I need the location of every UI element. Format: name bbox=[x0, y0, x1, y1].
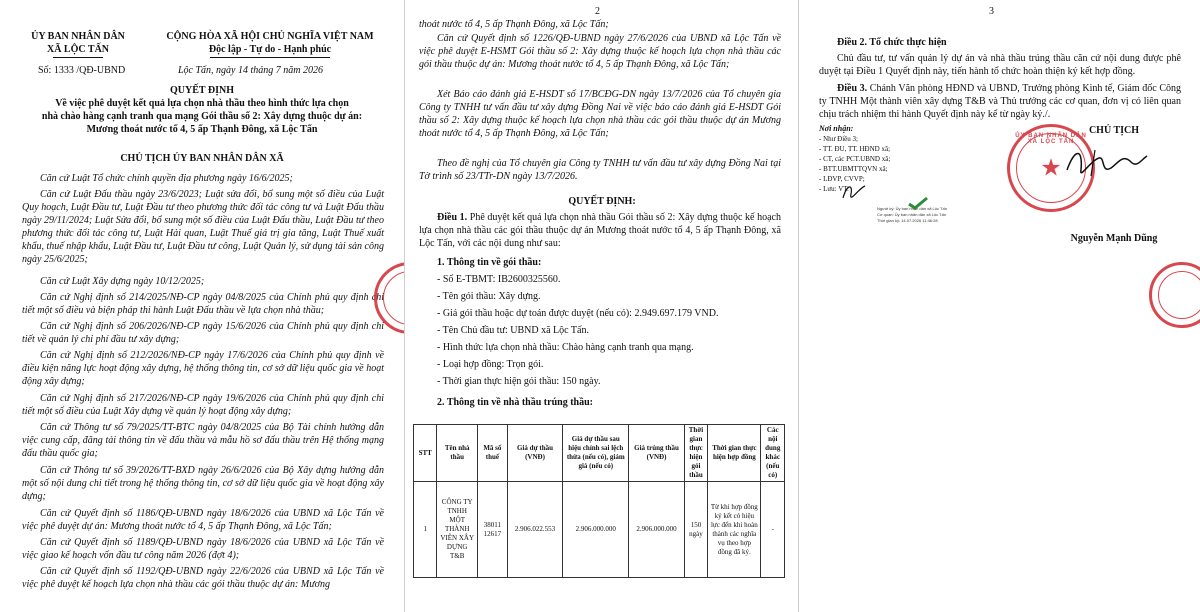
article-1 bbox=[419, 211, 781, 250]
document-page-1 bbox=[0, 0, 404, 612]
bid-info-item: - Số E-TBMT: IB2600325560. bbox=[437, 274, 561, 285]
winning-bidder-table bbox=[413, 424, 785, 578]
col-header-contract-duration: Thời gian thực hiện hợp đồng bbox=[708, 425, 761, 482]
recipient-item: - TT. ĐU, TT. HĐND xã; bbox=[819, 145, 891, 153]
legal-basis-4: Căn cứ Nghị định số 214/2025/NĐ-CP ngày 04/8/2025 của Chính phủ quy định chi tiết một số điều và biện pháp thi hành Luật Đấu thầu về lựa chọn nhà thầu; bbox=[22, 292, 384, 316]
cell-contract-duration: Từ khi hợp đồng ký kết có hiệu lực đến khi hoàn thành các nghĩa vụ theo hợp đồng đã ký. bbox=[708, 482, 761, 578]
bid-info-item: - Giá gói thầu hoặc dự toán được duyệt (nếu có): 2.949.697.179 VND. bbox=[437, 308, 719, 319]
cell-stt: 1 bbox=[414, 482, 437, 578]
seal-star-icon: ★ bbox=[1040, 155, 1062, 182]
digital-sig-line: Người ký: Ủy ban nhân dân xã Lộc Tấn bbox=[877, 206, 947, 211]
col-header-stt: STT bbox=[414, 425, 437, 482]
cell-package-duration: 150 ngày bbox=[684, 482, 707, 578]
legal-basis-9: Căn cứ Thông tư số 39/2026/TT-BXD ngày 26/6/2026 của Bộ Xây dựng hướng dẫn một số nội dung chi tiết trong hệ thống thông tin, cơ sở dữ liệu quốc gia về hoạt động xây dựng; bbox=[22, 465, 384, 502]
cell-other: - bbox=[761, 482, 785, 578]
bid-info-item: - Tên gói thầu: Xây dựng. bbox=[437, 291, 541, 302]
recipient-item: - BTT.UBMTTQVN xã; bbox=[819, 165, 888, 173]
national-motto: Độc lập - Tự do - Hạnh phúc bbox=[208, 44, 332, 55]
issuing-agency bbox=[18, 30, 138, 58]
subject-line-3: Mương thoát nước tổ 4, 5 ấp Thạnh Đông, xã Lộc Tấn bbox=[86, 124, 318, 135]
decision-title: QUYẾT ĐỊNH bbox=[170, 85, 234, 96]
cell-bidder: CÔNG TY TNHH MỘT THÀNH VIÊN XÂY DỰNG T&B bbox=[437, 482, 478, 578]
initial-mark bbox=[839, 180, 869, 204]
article-3 bbox=[819, 82, 1181, 121]
legal-basis-5: Căn cứ Nghị định số 206/2026/NĐ-CP ngày 15/6/2026 của Chính phủ quy định chi tiết về quản lý chi phí đầu tư xây dựng; bbox=[22, 321, 384, 345]
legal-basis-10: Căn cứ Quyết định số 1186/QĐ-UBND ngày 18/6/2026 của UBND xã Lộc Tấn về việc phê duyệt dự án: Mương thoát nước tổ 4, 5 ấp Thạnh Đông, xã Lộc Tấn; bbox=[22, 508, 384, 532]
table-row bbox=[414, 482, 785, 578]
recipient-item: - Lưu: VT. bbox=[819, 185, 849, 193]
cell-tax-code: 38011 12617 bbox=[477, 482, 507, 578]
legal-basis-12: Căn cứ Quyết định số 1192/QĐ-UBND ngày 22/6/2026 của UBND xã Lộc Tấn về việc phê duyệt kế hoạch lựa chọn nhà thầu các gói thầu thuộc dự án: Mương bbox=[22, 566, 384, 590]
legal-basis-14: Xét Báo cáo đánh giá E-HSDT số 17/BCĐG-DN ngày 13/7/2026 của Tổ chuyên gia Công ty TNHH tư vấn đầu tư xây dựng Đồng Nai về việc báo cáo đánh giá E-HSDT Gói thầu số 2: Xây dựng thuộc kế hoạch lựa chọn nhà thầu các gói thầu thuộc dự án Mương thoát nước tổ 4, 5 ấp Thạnh Đông, xã Lộc Tấn; bbox=[419, 89, 781, 139]
subject-line-1: Về việc phê duyệt kết quả lựa chọn nhà thầu theo hình thức lựa chọn bbox=[55, 98, 349, 109]
cell-bid-price: 2.906.022.553 bbox=[507, 482, 562, 578]
legal-basis-13: Căn cứ Quyết định số 1226/QĐ-UBND ngày 27/6/2026 của UBND xã Lộc Tấn về việc phê duyệt E-HSMT Gói thầu số 2: Xây dựng thuộc kế hoạch lựa chọn nhà thầu các gói thầu thuộc dự án: Mương thoát nước tổ 4, 5 ấp Thạnh Đông, xã Lộc Tấn; bbox=[419, 33, 781, 70]
page-number: 3 bbox=[989, 6, 994, 17]
legal-basis-15: Theo đề nghị của Tổ chuyên gia Công ty TNHH tư vấn đầu tư xây dựng Đồng Nai tại Tờ trình số 23/TTr-DN ngày 13/7/2026. bbox=[419, 158, 781, 182]
legal-basis-6: Căn cứ Nghị định số 212/2026/NĐ-CP ngày 17/6/2026 của Chính phủ quy định về điều kiện năng lực hoạt động xây dựng, hệ thống thông tin, cơ sở dữ liệu quốc gia về hoạt động xây dựng; bbox=[22, 350, 384, 387]
recipients-title: Nơi nhận: bbox=[819, 124, 854, 133]
issue-date: Lộc Tấn, ngày 14 tháng 7 năm 2026 bbox=[178, 65, 323, 76]
legal-basis-continued: thoát nước tổ 4, 5 ấp Thạnh Đông, xã Lộc Tấn; bbox=[419, 19, 609, 30]
agency-underline bbox=[53, 57, 103, 58]
page-number: 2 bbox=[595, 6, 600, 17]
issuing-authority: CHỦ TỊCH ỦY BAN NHÂN DÂN XÃ bbox=[120, 153, 284, 164]
digital-check-icon bbox=[907, 196, 929, 210]
agency-line-2: XÃ LỘC TẤN bbox=[46, 44, 110, 55]
digital-sig-line: Cơ quan: Ủy ban nhân dân xã Lộc Tấn bbox=[877, 212, 947, 217]
bid-info-item: - Tên Chủ đầu tư: UBND xã Lộc Tấn. bbox=[437, 325, 589, 336]
article-3-text: Chánh Văn phòng HĐND và UBND, Trưởng phòng Kinh tế, Giám đốc Công ty TNHH Một thành viên xây dựng T&B và Thủ trưởng các cơ quan, đơn vị có liên quan chịu trách nhiệm thi hành Quyết định này kể từ ngày ký./. bbox=[819, 83, 1182, 120]
cell-winning-price: 2.906.000.000 bbox=[629, 482, 684, 578]
bid-info-item: - Hình thức lựa chọn nhà thầu: Chào hàng cạnh tranh qua mạng. bbox=[437, 342, 694, 353]
legal-basis-2: Căn cứ Luật Đấu thầu ngày 23/6/2023; Luật sửa đổi, bổ sung một số điều của Luật Quy hoạch, Luật Đầu tư, Luật Đầu tư theo phương thức đối tác công tư và Luật Đấu thầu ngày 29/11/2024; Luật Sửa đổi, bổ sung một số điều của Luật Đấu thầu, Luật Đầu tư theo phương thức đối tác công tư, Luật Hải quan, Luật Thuế giá trị gia tăng, Luật Thuế xuất khẩu, thuế nhập khẩu, Luật Đầu tư, Luật Đầu tư công, Luật Quản lý, sử dụng tài sản công ngày 25/6/2025; bbox=[22, 189, 384, 265]
bid-info-item: - Loại hợp đồng: Trọn gói. bbox=[437, 359, 544, 370]
col-header-winning-price: Giá trúng thầu (VNĐ) bbox=[629, 425, 684, 482]
republic-name: CỘNG HÒA XÃ HỘI CHỦ NGHĨA VIỆT NAM bbox=[166, 31, 374, 42]
handwritten-signature bbox=[1061, 140, 1151, 190]
signer-title: CHỦ TỊCH bbox=[1088, 125, 1140, 136]
decision-subject bbox=[0, 97, 404, 136]
section-2-title: 2. Thông tin về nhà thầu trúng thầu: bbox=[437, 397, 593, 408]
decision-heading: QUYẾT ĐỊNH: bbox=[568, 196, 636, 207]
document-page-2 bbox=[404, 0, 798, 612]
doc-number: Số: 1333 /QĐ-UBND bbox=[38, 65, 126, 76]
legal-basis-1: Căn cứ Luật Tổ chức chính quyền địa phương ngày 16/6/2025; bbox=[40, 173, 293, 184]
article-2-heading bbox=[837, 36, 1177, 49]
col-header-other: Các nội dung khác (nếu có) bbox=[761, 425, 785, 482]
agency-line-1: ỦY BAN NHÂN DÂN bbox=[31, 31, 125, 42]
col-header-adjusted-price: Giá dự thầu sau hiệu chỉnh sai lệch thừa (nếu có), giảm giá (nếu có) bbox=[563, 425, 629, 482]
col-header-bidder: Tên nhà thầu bbox=[437, 425, 478, 482]
seal-text: ỦY BAN NHÂN DÂN XÃ LỘC TẤN bbox=[1015, 133, 1087, 145]
bid-info-list bbox=[437, 273, 787, 392]
subject-line-2: nhà chào hàng cạnh tranh qua mạng Gói thầu số 2: Xây dựng thuộc dự án: bbox=[41, 111, 363, 122]
seal-inner-ring bbox=[1158, 271, 1200, 319]
seal-inner-ring bbox=[383, 271, 404, 325]
digital-sig-line: Thời gian ký: 14.07.2026 11:46:28 bbox=[877, 218, 938, 223]
recipient-item: - Như Điều 3; bbox=[819, 135, 858, 143]
section-1-title: 1. Thông tin về gói thầu: bbox=[437, 257, 542, 268]
legal-basis-8: Căn cứ Thông tư số 79/2025/TT-BTC ngày 04/8/2025 của Bộ Tài chính hướng dẫn việc cung cấp, đăng tải thông tin về đấu thầu và mẫu hồ sơ đấu thầu trên Hệ thống mạng đấu thầu quốc gia; bbox=[22, 422, 384, 459]
article-2-label: Điều 2. bbox=[837, 37, 867, 48]
document-page-3 bbox=[798, 0, 1200, 612]
legal-basis-3: Căn cứ Luật Xây dựng ngày 10/12/2025; bbox=[40, 276, 205, 287]
bid-info-item: - Thời gian thực hiện gói thầu: 150 ngày. bbox=[437, 376, 601, 387]
signer-name: Nguyễn Mạnh Dũng bbox=[1070, 233, 1158, 244]
col-header-tax-code: Mã số thuế bbox=[477, 425, 507, 482]
cell-adjusted-price: 2.906.000.000 bbox=[563, 482, 629, 578]
article-1-label: Điều 1. bbox=[437, 212, 468, 223]
recipient-item: - CT, các PCT.UBND xã; bbox=[819, 155, 891, 163]
col-header-package-duration: Thời gian thực hiện gói thầu bbox=[684, 425, 707, 482]
national-header bbox=[150, 30, 390, 58]
recipient-item: - LĐVP, CVVP; bbox=[819, 175, 865, 183]
article-2-title: Tổ chức thực hiện bbox=[867, 37, 947, 48]
motto-underline bbox=[210, 57, 330, 58]
legal-basis-7: Căn cứ Nghị định số 217/2026/NĐ-CP ngày 19/6/2026 của Chính phủ quy định chi tiết một số điều của Luật Xây dựng về quản lý hoạt động xây dựng; bbox=[22, 393, 384, 417]
table-header-row bbox=[414, 425, 785, 482]
col-header-bid-price: Giá dự thầu (VNĐ) bbox=[507, 425, 562, 482]
article-1-text: Phê duyệt kết quả lựa chọn nhà thầu Gói thầu số 2: Xây dựng thuộc kế hoạch lựa chọn nhà thầu các gói thầu thuộc dự án Mương thoát nước tổ 4, 5 ấp Thạnh Đông, xã Lộc Tấn, với các nội dung như sau: bbox=[419, 212, 781, 249]
article-3-label: Điều 3. bbox=[837, 83, 868, 94]
article-2-text: Chủ đầu tư, tư vấn quản lý dự án và nhà thầu trúng thầu căn cứ nội dung được phê duyệt tại Điều 1 Quyết định này, tiến hành tổ chức hoàn thiện ký kết hợp đồng. bbox=[819, 53, 1181, 77]
legal-basis-11: Căn cứ Quyết định số 1189/QĐ-UBND ngày 18/6/2026 của UBND xã Lộc Tấn về việc giao kế hoạch vốn đầu tư công năm 2026 (đợt 4); bbox=[22, 537, 384, 561]
official-seal-partial bbox=[1149, 262, 1200, 328]
